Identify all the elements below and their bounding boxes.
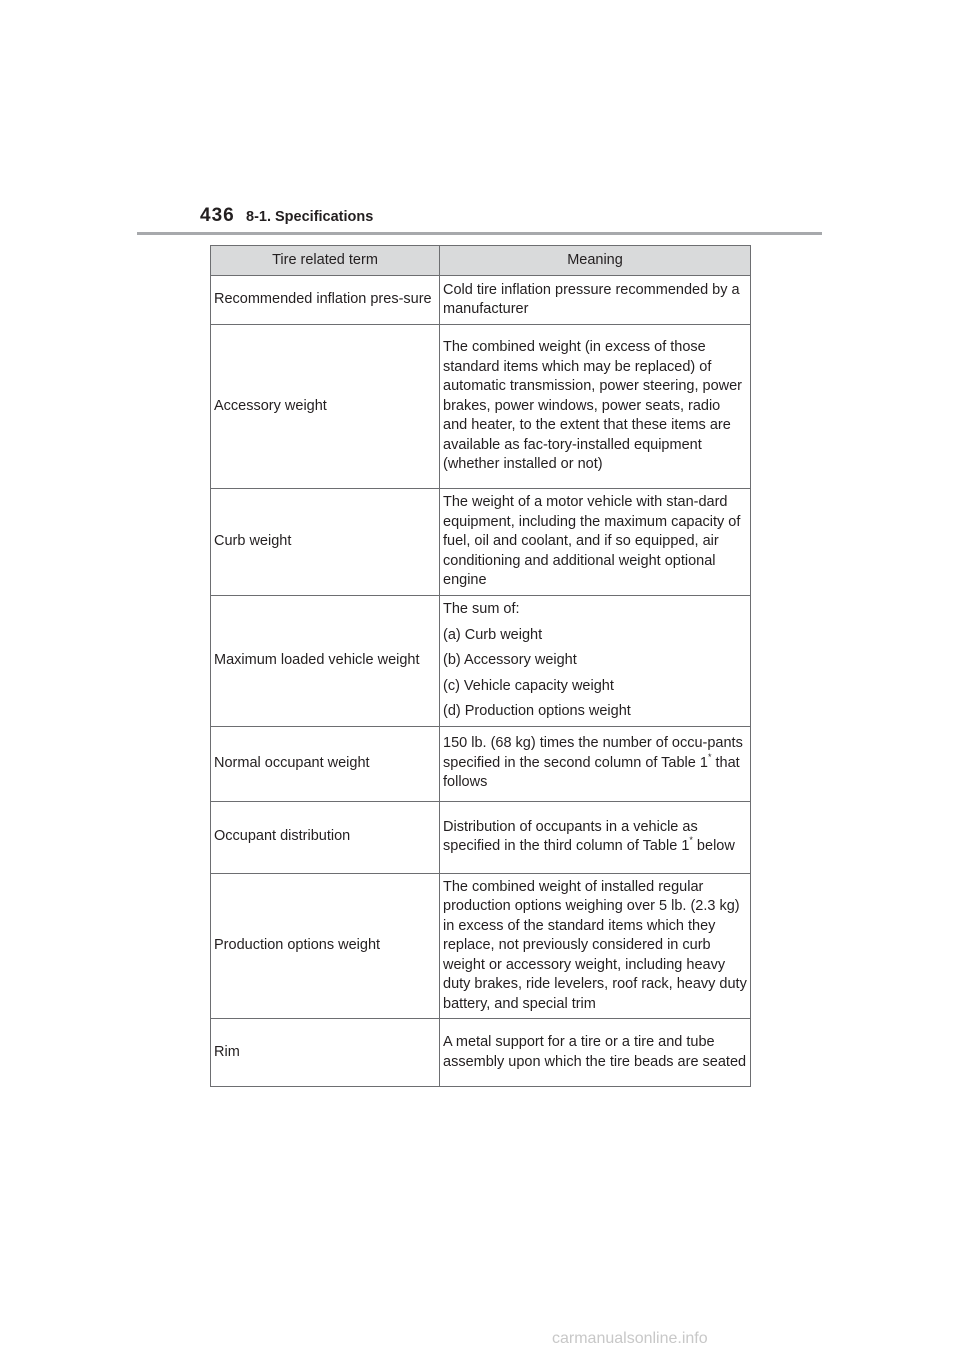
table-row	[211, 873, 751, 1019]
meaning-line: (d) Production options weight	[443, 703, 631, 719]
page-number: 436	[200, 205, 235, 226]
term-cell: Curb weight	[211, 489, 440, 596]
column-header-term: Tire related term	[211, 246, 440, 276]
meaning-cell: The weight of a motor vehicle with stan-dard equipment, including the maximum capacity of fuel, oil and coolant, and if so equipped, air conditioning and additional weight optional engine	[440, 489, 751, 596]
table-row	[211, 325, 751, 489]
meaning-cell	[440, 726, 751, 801]
meaning-text-tail: that follows	[443, 754, 740, 791]
meaning-text-tail: below	[692, 838, 735, 854]
meaning-cell: The combined weight (in excess of those standard items which may be replaced) of automatic transmission, power steering, power brakes, power windows, power seats, radio and heater, to the extent that these items are available as fac-tory-installed equipment (whether installed or not)	[440, 325, 751, 489]
section-title: 8-1. Specifications	[246, 209, 374, 225]
header-rule	[137, 232, 822, 235]
term-cell: Rim	[211, 1019, 440, 1087]
table-row	[211, 276, 751, 325]
meaning-line: The sum of:	[443, 601, 520, 617]
meaning-text: Distribution of occupants in a vehicle as specified in the third column of Table 1	[443, 818, 698, 854]
footnote-mark: *	[707, 751, 712, 762]
term-cell: Production options weight	[211, 873, 440, 1019]
meaning-cell	[440, 801, 751, 873]
meaning-cell: Cold tire inflation pressure recommended by a manufacturer	[440, 276, 751, 325]
meaning-text: 150 lb. (68 kg) times the number of occu-pants specified in the second column of Table 1	[443, 735, 743, 771]
footnote-mark: *	[689, 835, 693, 845]
term-cell: Maximum loaded vehicle weight	[211, 596, 440, 727]
table-header-row	[211, 246, 751, 276]
term-cell: Recommended inflation pres-sure	[211, 276, 440, 325]
meaning-cell: The combined weight of installed regular production options weighing over 5 lb. (2.3 kg) in excess of the standard items which they replace, not previously considered in curb weight or accessory weight, including heavy duty brakes, ride levelers, roof rack, heavy duty battery, and special trim	[440, 873, 751, 1019]
watermark: carmanualsonline.info	[552, 1330, 708, 1347]
table-row	[211, 596, 751, 727]
table-row	[211, 726, 751, 801]
table-row	[211, 801, 751, 873]
meaning-line: (a) Curb weight	[443, 626, 543, 643]
tire-terms-table	[210, 245, 751, 1087]
column-header-meaning: Meaning	[440, 246, 751, 276]
term-cell: Occupant distribution	[211, 801, 440, 873]
meaning-cell: A metal support for a tire or a tire and tube assembly upon which the tire beads are seated	[440, 1019, 751, 1087]
meaning-line: (b) Accessory weight	[443, 652, 577, 668]
meaning-cell	[440, 596, 751, 727]
table-row	[211, 489, 751, 596]
table-row	[211, 1019, 751, 1087]
term-cell: Normal occupant weight	[211, 726, 440, 801]
term-cell: Accessory weight	[211, 325, 440, 489]
meaning-line: (c) Vehicle capacity weight	[443, 677, 614, 694]
